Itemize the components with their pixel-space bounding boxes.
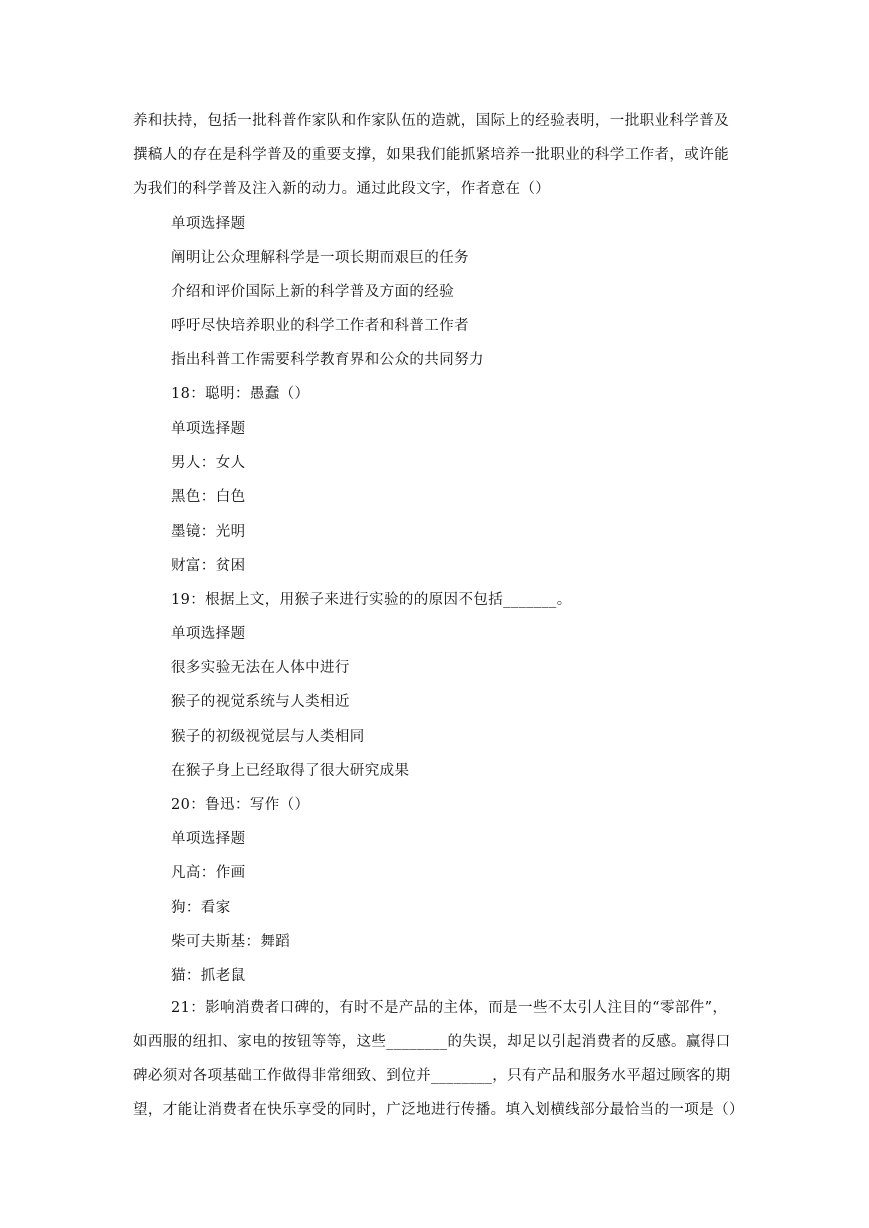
q21-line-4: 望，才能让消费者在快乐享受的同时，广泛地进行传播。填入划横线部分最恰当的一项是（） (133, 1102, 744, 1118)
q19-option-b: 猴子的视觉系统与人类相近 (171, 694, 350, 710)
q19-option-a: 很多实验无法在人体中进行 (171, 660, 350, 676)
q20-option-d: 猫：抓老鼠 (171, 968, 246, 984)
q21-paragraph (133, 991, 744, 1127)
q17-option-d: 指出科普工作需要科学教育界和公众的共同努力 (171, 352, 484, 368)
q19-option-d: 在猴子身上已经取得了很大研究成果 (171, 763, 410, 779)
q21-line-2: 如西服的纽扣、家电的按钮等等，这些________的失误，却足以引起消费者的反感。赢得口 (133, 1034, 731, 1050)
q18-option-a: 男人：女人 (171, 455, 246, 471)
q21-line-3: 碑必须对各项基础工作做得非常细致、到位并________，只有产品和服务水平超过顾客的期 (133, 1068, 731, 1084)
q18-option-c: 墨镜：光明 (171, 524, 246, 540)
q19-question: 19：根据上文，用猴子来进行实验的的原因不包括_______。 (171, 592, 572, 608)
q20-option-a: 凡高：作画 (171, 865, 246, 881)
q20-option-c: 柴可夫斯基：舞蹈 (171, 934, 291, 950)
q19-type-label: 单项选择题 (171, 626, 246, 642)
q17-option-a: 阐明让公众理解科学是一项长期而艰巨的任务 (171, 250, 469, 266)
q17-type-label: 单项选择题 (171, 216, 246, 232)
q17-stem-line-2: 撰稿人的存在是科学普及的重要支撑，如果我们能抓紧培养一批职业的科学工作者，或许能 (133, 147, 729, 163)
q18-question: 18：聪明：愚蠢（） (171, 386, 310, 402)
q20-option-b: 狗：看家 (171, 900, 231, 916)
q20-type-label: 单项选择题 (171, 831, 246, 847)
q17-stem-line-1: 养和扶持，包括一批科普作家队和作家队伍的造就，国际上的经验表明，一批职业科学普及 (133, 113, 729, 129)
q18-option-d: 财富：贫困 (171, 558, 246, 574)
q17-option-c: 呼吁尽快培养职业的科学工作者和科普工作者 (171, 318, 469, 334)
q18-type-label: 单项选择题 (171, 421, 246, 437)
q19-option-c: 猴子的初级视觉层与人类相同 (171, 729, 365, 745)
q17-stem-paragraph (133, 104, 739, 206)
q21-line-1: 21：影响消费者口碑的，有时不是产品的主体，而是一些不太引人注目的“零部件”， (171, 1000, 728, 1016)
q17-option-b: 介绍和评价国际上新的科学普及方面的经验 (171, 284, 455, 300)
q17-stem-line-3: 为我们的科学普及注入新的动力。通过此段文字，作者意在（） (133, 181, 551, 197)
q18-option-b: 黑色：白色 (171, 489, 246, 505)
q20-question: 20：鲁迅：写作（） (171, 797, 310, 813)
